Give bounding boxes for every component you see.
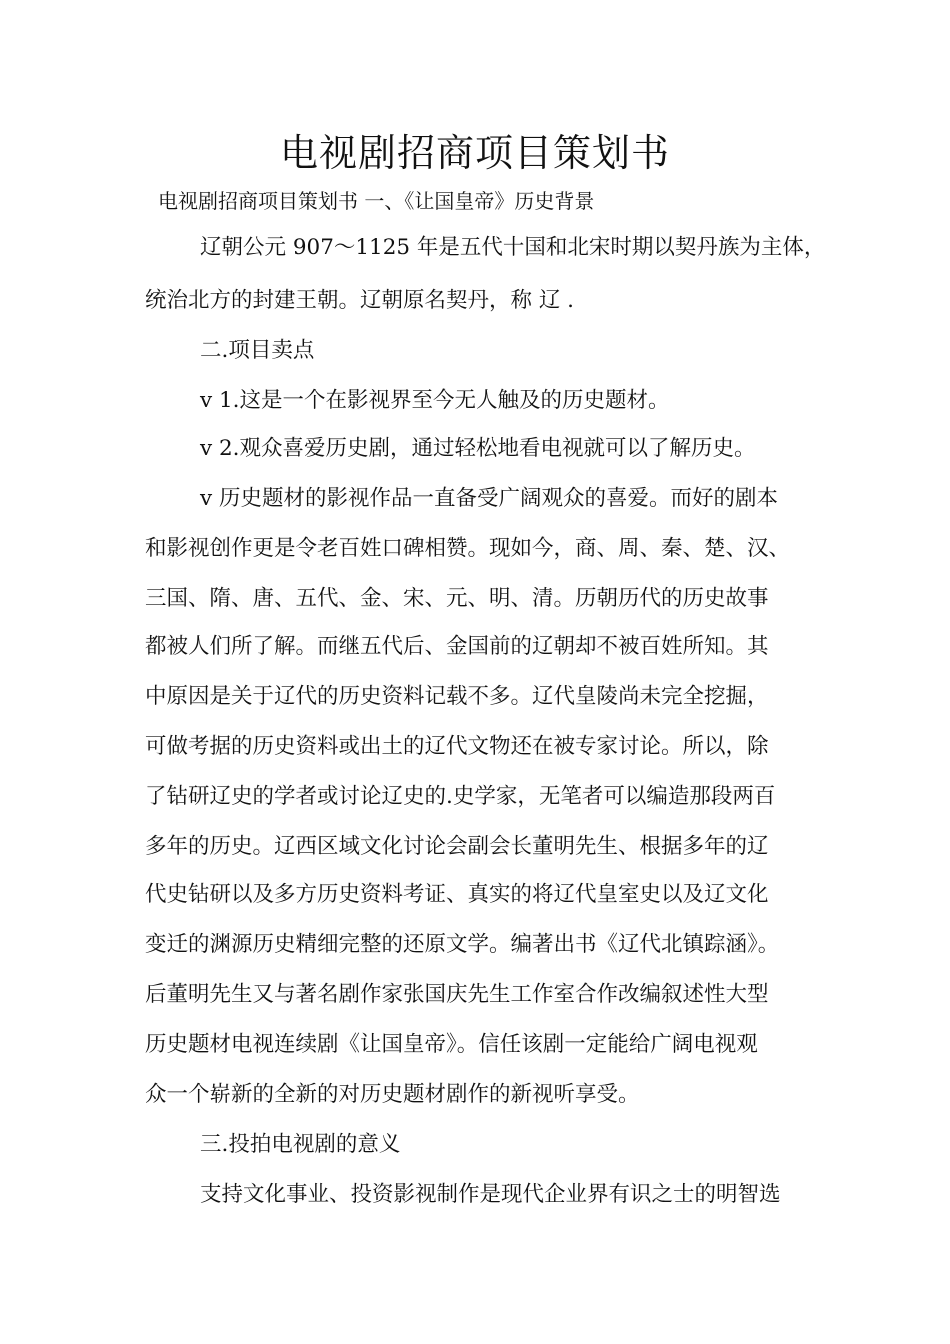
paragraph-line: 众一个崭新的全新的对历史题材剧作的新视听享受。 <box>145 1082 640 1107</box>
paragraph-line: 历史题材电视连续剧《让国皇帝》。信任该剧一定能给广阔电视观 <box>145 1032 758 1057</box>
paragraph-line: 三国、隋、唐、五代、金、宋、元、明、清。历朝历代的历史故事 <box>145 586 769 611</box>
section-heading: 三.投拍电视剧的意义 <box>200 1132 401 1157</box>
paragraph-line: 变迁的渊源历史精细完整的还原文学。编著出书《辽代北镇踪涵》。 <box>145 932 780 957</box>
paragraph-line: 多年的历史。辽西区域文化讨论会副会长董明先生、根据多年的辽 <box>145 834 769 859</box>
paragraph-line: 代史钻研以及多方历史资料考证、真实的将辽代皇室史以及辽文化 <box>145 882 769 907</box>
paragraph-line: 统治北方的封建王朝。辽朝原名契丹，称 辽 . <box>145 288 575 313</box>
paragraph-line: 可做考据的历史资料或出土的辽代文物还在被专家讨论。所以，除 <box>145 734 769 759</box>
bullet-item: v 1.这是一个在影视界至今无人触及的历史题材。 <box>200 388 670 413</box>
document-subtitle: 电视剧招商项目策划书 一、《让国皇帝》历史背景 <box>158 189 595 213</box>
paragraph-line: 辽朝公元 907～1125 年是五代十国和北宋时期以契丹族为主体， <box>200 235 826 260</box>
paragraph-line: 都被人们所了解。而继五代后、金国前的辽朝却不被百姓所知。其 <box>145 634 769 659</box>
section-heading: 二.项目卖点 <box>200 338 315 363</box>
paragraph-line: 了钻研辽史的学者或讨论辽史的.史学家，无笔者可以编造那段两百 <box>145 784 776 809</box>
paragraph-line: 中原因是关于辽代的历史资料记载不多。辽代皇陵尚未完全挖掘， <box>145 684 769 709</box>
paragraph-line: 支持文化事业、投资影视制作是现代企业界有识之士的明智选 <box>200 1182 781 1207</box>
paragraph-line: 和影视创作更是令老百姓口碑相赞。现如今，商、周、秦、楚、汉、 <box>145 536 791 561</box>
bullet-item: v 历史题材的影视作品一直备受广阔观众的喜爱。而好的剧本 <box>200 486 778 511</box>
document-title: 电视剧招商项目策划书 <box>279 131 670 175</box>
paragraph-line: 后董明先生又与著名剧作家张国庆先生工作室合作改编叙述性大型 <box>145 982 769 1007</box>
bullet-item: v 2.观众喜爱历史剧，通过轻松地看电视就可以了解历史。 <box>200 436 756 461</box>
